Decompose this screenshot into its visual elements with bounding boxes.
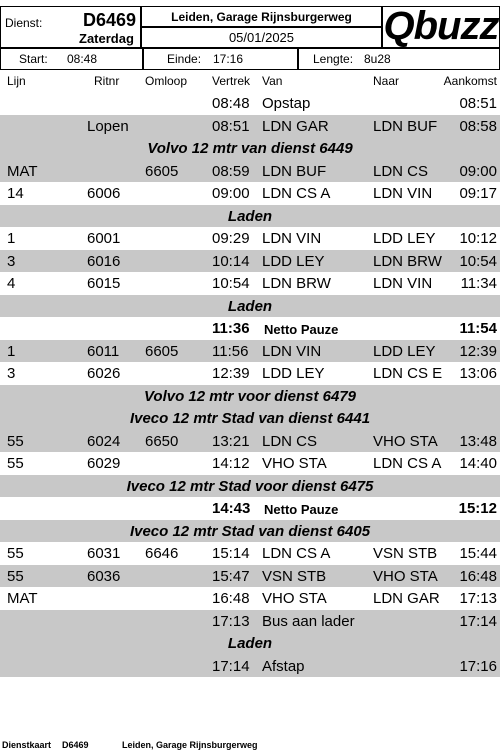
cell-lijn: 55: [7, 545, 24, 562]
cell-van: Bus aan lader: [262, 612, 355, 630]
cell-vertrek: 11:56: [212, 342, 249, 360]
cell-van: LDN VIN: [262, 342, 322, 360]
lengte-label: Lengte:: [313, 52, 354, 66]
start-value: 08:48: [67, 52, 98, 66]
table-row: [0, 272, 500, 295]
cell-naar: LDN VIN: [373, 185, 433, 202]
col-omloop: Omloop: [145, 74, 188, 88]
cell-lijn: 55: [7, 567, 24, 585]
cell-aankomst: 13:06: [459, 365, 497, 382]
footer-location: Leiden, Garage Rijnsburgerweg: [122, 740, 258, 750]
cell-omloop: 6605: [145, 162, 179, 180]
table-row: [0, 452, 500, 475]
table-row: [0, 430, 500, 453]
cell-ritnr: 6001: [87, 230, 121, 247]
date-label: 05/01/2025: [228, 30, 295, 45]
cell-vertrek: 08:48: [212, 95, 250, 112]
cell-omloop: 6646: [145, 545, 179, 562]
cell-naar: LDN CS E: [373, 365, 443, 382]
banner-text: Iveco 12 mtr Stad van dienst 6405: [129, 522, 371, 540]
table-row: [0, 655, 500, 678]
location-name: Leiden, Garage Rijnsburgerweg: [171, 10, 352, 24]
cell-van: LDD LEY: [262, 252, 325, 270]
table-row: [0, 160, 500, 183]
cell-ritnr: 6016: [87, 252, 121, 270]
section-banner: [0, 475, 500, 498]
cell-ritnr: 6024: [87, 432, 121, 450]
cell-naar: LDN BUF: [373, 117, 438, 135]
col-van: Van: [262, 74, 283, 88]
cell-vertrek: 13:21: [212, 432, 250, 450]
einde-value: 17:16: [213, 52, 244, 66]
cell-van: LDN BRW: [262, 275, 331, 292]
divider: [142, 49, 144, 69]
qbuzz-logo: Qbuzz: [383, 4, 499, 48]
cell-naar: LDD LEY: [373, 342, 436, 360]
cell-aankomst: 10:54: [459, 252, 497, 270]
cell-omloop: 6650: [145, 432, 179, 450]
cell-lijn: 55: [7, 432, 24, 450]
cell-van: Opstap: [262, 95, 311, 112]
cell-vertrek: 08:51: [212, 117, 250, 135]
cell-aankomst: 16:48: [459, 567, 497, 585]
location-box: [141, 6, 382, 48]
section-banner: [0, 205, 500, 228]
table-row: [0, 115, 500, 138]
footer-dienst-number: D6469: [62, 740, 89, 750]
cell-naar: LDD LEY: [373, 230, 436, 247]
cell-aankomst: 12:39: [459, 342, 497, 360]
cell-naar: LDN GAR: [373, 590, 440, 607]
cell-vertrek: 12:39: [212, 365, 250, 382]
cell-vertrek: 17:13: [212, 612, 250, 630]
footer-label: Dienstkaart: [2, 740, 52, 750]
cell-vertrek: 08:59: [212, 162, 250, 180]
cell-van: LDN CS: [262, 432, 318, 450]
cell-aankomst: 08:51: [459, 95, 497, 112]
cell-van: VHO STA: [262, 590, 327, 607]
cell-aankomst: 14:40: [459, 455, 497, 472]
section-banner: [0, 295, 500, 318]
col-vertrek: Vertrek: [212, 74, 251, 88]
cell-omloop: 6605: [145, 342, 179, 360]
col-naar: Naar: [373, 74, 400, 88]
banner-text: Laden: [227, 207, 273, 225]
cell-naar: VSN STB: [373, 545, 438, 562]
col-ritnr: Ritnr: [94, 74, 120, 88]
cell-van: LDN CS A: [262, 545, 331, 562]
cell-van: LDD LEY: [262, 365, 325, 382]
dienst-number: D6469: [83, 10, 137, 30]
cell-aankomst: 17:13: [459, 590, 497, 607]
cell-vertrek: 16:48: [212, 590, 250, 607]
banner-text: Iveco 12 mtr Stad van dienst 6441: [129, 410, 371, 427]
section-banner: [0, 137, 500, 160]
dienst-label: Dienst:: [5, 16, 43, 30]
times-bar: [0, 48, 500, 70]
column-headers: [0, 72, 500, 92]
cell-vertrek: 17:14: [212, 657, 250, 675]
cell-naar: LDN CS A: [373, 455, 442, 472]
cell-aankomst: 15:12: [458, 500, 497, 517]
cell-description: Netto Pauze: [264, 322, 339, 337]
lengte-value: 8u28: [364, 52, 391, 66]
cell-ritnr: Lopen: [87, 117, 129, 135]
cell-ritnr: 6031: [87, 545, 121, 562]
cell-aankomst: 10:12: [459, 230, 497, 247]
cell-naar: VHO STA: [373, 432, 438, 450]
cell-vertrek: 15:14: [212, 545, 250, 562]
cell-ritnr: 6029: [87, 455, 121, 472]
table-row: [0, 542, 500, 565]
cell-aankomst: 09:00: [459, 162, 497, 180]
divider: [142, 26, 381, 28]
cell-naar: LDN CS: [373, 162, 429, 180]
cell-aankomst: 15:44: [459, 545, 497, 562]
cell-ritnr: 6015: [87, 275, 121, 292]
cell-aankomst: 17:14: [459, 612, 497, 630]
cell-lijn: 14: [7, 185, 24, 202]
section-banner: [0, 632, 500, 655]
cell-ritnr: 6006: [87, 185, 121, 202]
duty-box: [0, 6, 141, 48]
cell-lijn: 4: [7, 275, 16, 292]
table-row: [0, 610, 500, 633]
col-lijn: Lijn: [7, 74, 26, 88]
cell-lijn: MAT: [7, 590, 38, 607]
cell-lijn: 3: [7, 365, 16, 382]
cell-lijn: 55: [7, 455, 24, 472]
cell-description: Netto Pauze: [264, 502, 339, 517]
table-row: [0, 227, 500, 250]
cell-lijn: 1: [7, 230, 16, 247]
pause-row: [0, 497, 500, 520]
section-banner: [0, 407, 500, 430]
pause-row: [0, 317, 500, 340]
trip-table: [0, 92, 500, 677]
cell-van: LDN CS A: [262, 185, 331, 202]
cell-aankomst: 13:48: [459, 432, 497, 450]
cell-vertrek: 14:43: [212, 500, 251, 517]
cell-van: VSN STB: [262, 567, 327, 585]
cell-ritnr: 6026: [87, 365, 121, 382]
logo-box: [382, 6, 500, 48]
divider: [297, 49, 299, 69]
cell-naar: LDN VIN: [373, 275, 433, 292]
cell-vertrek: 10:14: [212, 252, 250, 270]
cell-ritnr: 6011: [87, 342, 120, 360]
cell-van: LDN GAR: [262, 117, 329, 135]
start-label: Start:: [19, 52, 48, 66]
cell-van: LDN BUF: [262, 162, 327, 180]
cell-vertrek: 09:29: [212, 230, 250, 247]
cell-aankomst: 09:17: [459, 185, 497, 202]
table-row: [0, 565, 500, 588]
cell-aankomst: 17:16: [459, 657, 497, 675]
einde-label: Einde:: [167, 52, 202, 66]
table-row: [0, 340, 500, 363]
cell-van: Afstap: [262, 657, 305, 675]
banner-text: Laden: [227, 635, 273, 652]
table-row: [0, 587, 500, 610]
cell-aankomst: 08:58: [459, 117, 497, 135]
cell-ritnr: 6036: [87, 567, 121, 585]
cell-vertrek: 10:54: [212, 275, 250, 292]
cell-van: LDN VIN: [262, 230, 322, 247]
card-footer: [0, 737, 500, 755]
cell-lijn: 3: [7, 252, 16, 270]
cell-lijn: MAT: [7, 162, 38, 180]
cell-van: VHO STA: [262, 455, 327, 472]
cell-aankomst: 11:54: [459, 320, 497, 337]
banner-text: Volvo 12 mtr voor dienst 6479: [143, 387, 357, 405]
banner-text: Volvo 12 mtr van dienst 6449: [147, 140, 353, 157]
table-row: [0, 362, 500, 385]
day-label: Zaterdag: [79, 31, 134, 46]
cell-vertrek: 14:12: [212, 455, 250, 472]
cell-vertrek: 11:36: [212, 320, 250, 337]
cell-naar: VHO STA: [373, 567, 438, 585]
section-banner: [0, 385, 500, 408]
section-banner: [0, 520, 500, 543]
table-row: [0, 250, 500, 273]
cell-naar: LDN BRW: [373, 252, 442, 270]
cell-lijn: 1: [7, 342, 16, 360]
cell-vertrek: 15:47: [212, 567, 250, 585]
banner-text: Laden: [227, 297, 273, 315]
table-row: [0, 92, 500, 115]
cell-aankomst: 11:34: [460, 275, 497, 292]
col-aankomst: Aankomst: [443, 74, 497, 88]
table-row: [0, 182, 500, 205]
cell-vertrek: 09:00: [212, 185, 250, 202]
banner-text: Iveco 12 mtr Stad voor dienst 6475: [126, 477, 374, 495]
